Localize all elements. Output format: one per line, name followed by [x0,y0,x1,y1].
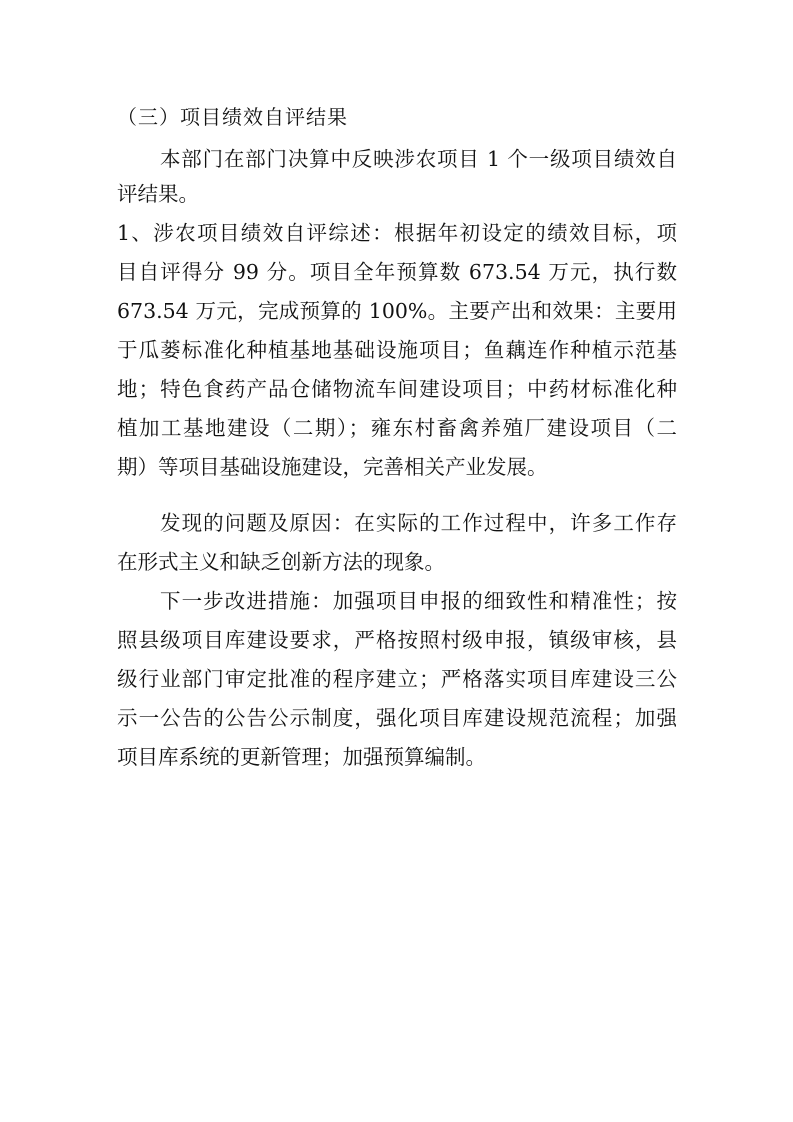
paragraph-4-line-1: 下一步改进措施：加强项目申报的细致性和精准性；按 [160,589,677,613]
paragraph-2-line-5: 地；特色食药产品仓储物流车间建设项目；中药材标准化种 [117,377,677,401]
paragraph-1-line-2: 评结果。 [117,182,199,206]
paragraph-4-line-3: 级行业部门审定批准的程序建立；严格落实项目库建设三公 [117,667,677,691]
paragraph-4-line-5: 项目库系统的更新管理；加强预算编制。 [117,745,486,769]
paragraph-2-line-2: 目自评得分 99 分。项目全年预算数 673.54 万元，执行数 [117,260,677,284]
paragraph-1-line-1: 本部门在部门决算中反映涉农项目 1 个一级项目绩效自 [160,147,677,171]
paragraph-4-line-4: 示一公告的公告公示制度，强化项目库建设规范流程；加强 [117,706,677,730]
paragraph-2-line-6: 植加工基地建设（二期）；雍东村畜禽养殖厂建设项目（二 [117,416,677,440]
paragraph-2-line-3: 673.54 万元，完成预算的 100%。主要产出和效果：主要用 [117,299,677,323]
paragraph-3-line-1: 发现的问题及原因：在实际的工作过程中，许多工作存 [160,511,677,535]
paragraph-4-line-2: 照县级项目库建设要求，严格按照村级申报，镇级审核，县 [117,628,677,652]
paragraph-2-line-7: 期）等项目基础设施建设，完善相关产业发展。 [117,455,548,479]
paragraph-3-line-2: 在形式主义和缺乏创新方法的现象。 [117,550,445,574]
section-heading: （三）项目绩效自评结果 [117,105,348,129]
paragraph-2-line-4: 于瓜蒌标准化种植基地基础设施项目；鱼藕连作种植示范基 [117,338,677,362]
paragraph-2-line-1: 1、涉农项目绩效自评综述：根据年初设定的绩效目标，项 [117,221,677,245]
